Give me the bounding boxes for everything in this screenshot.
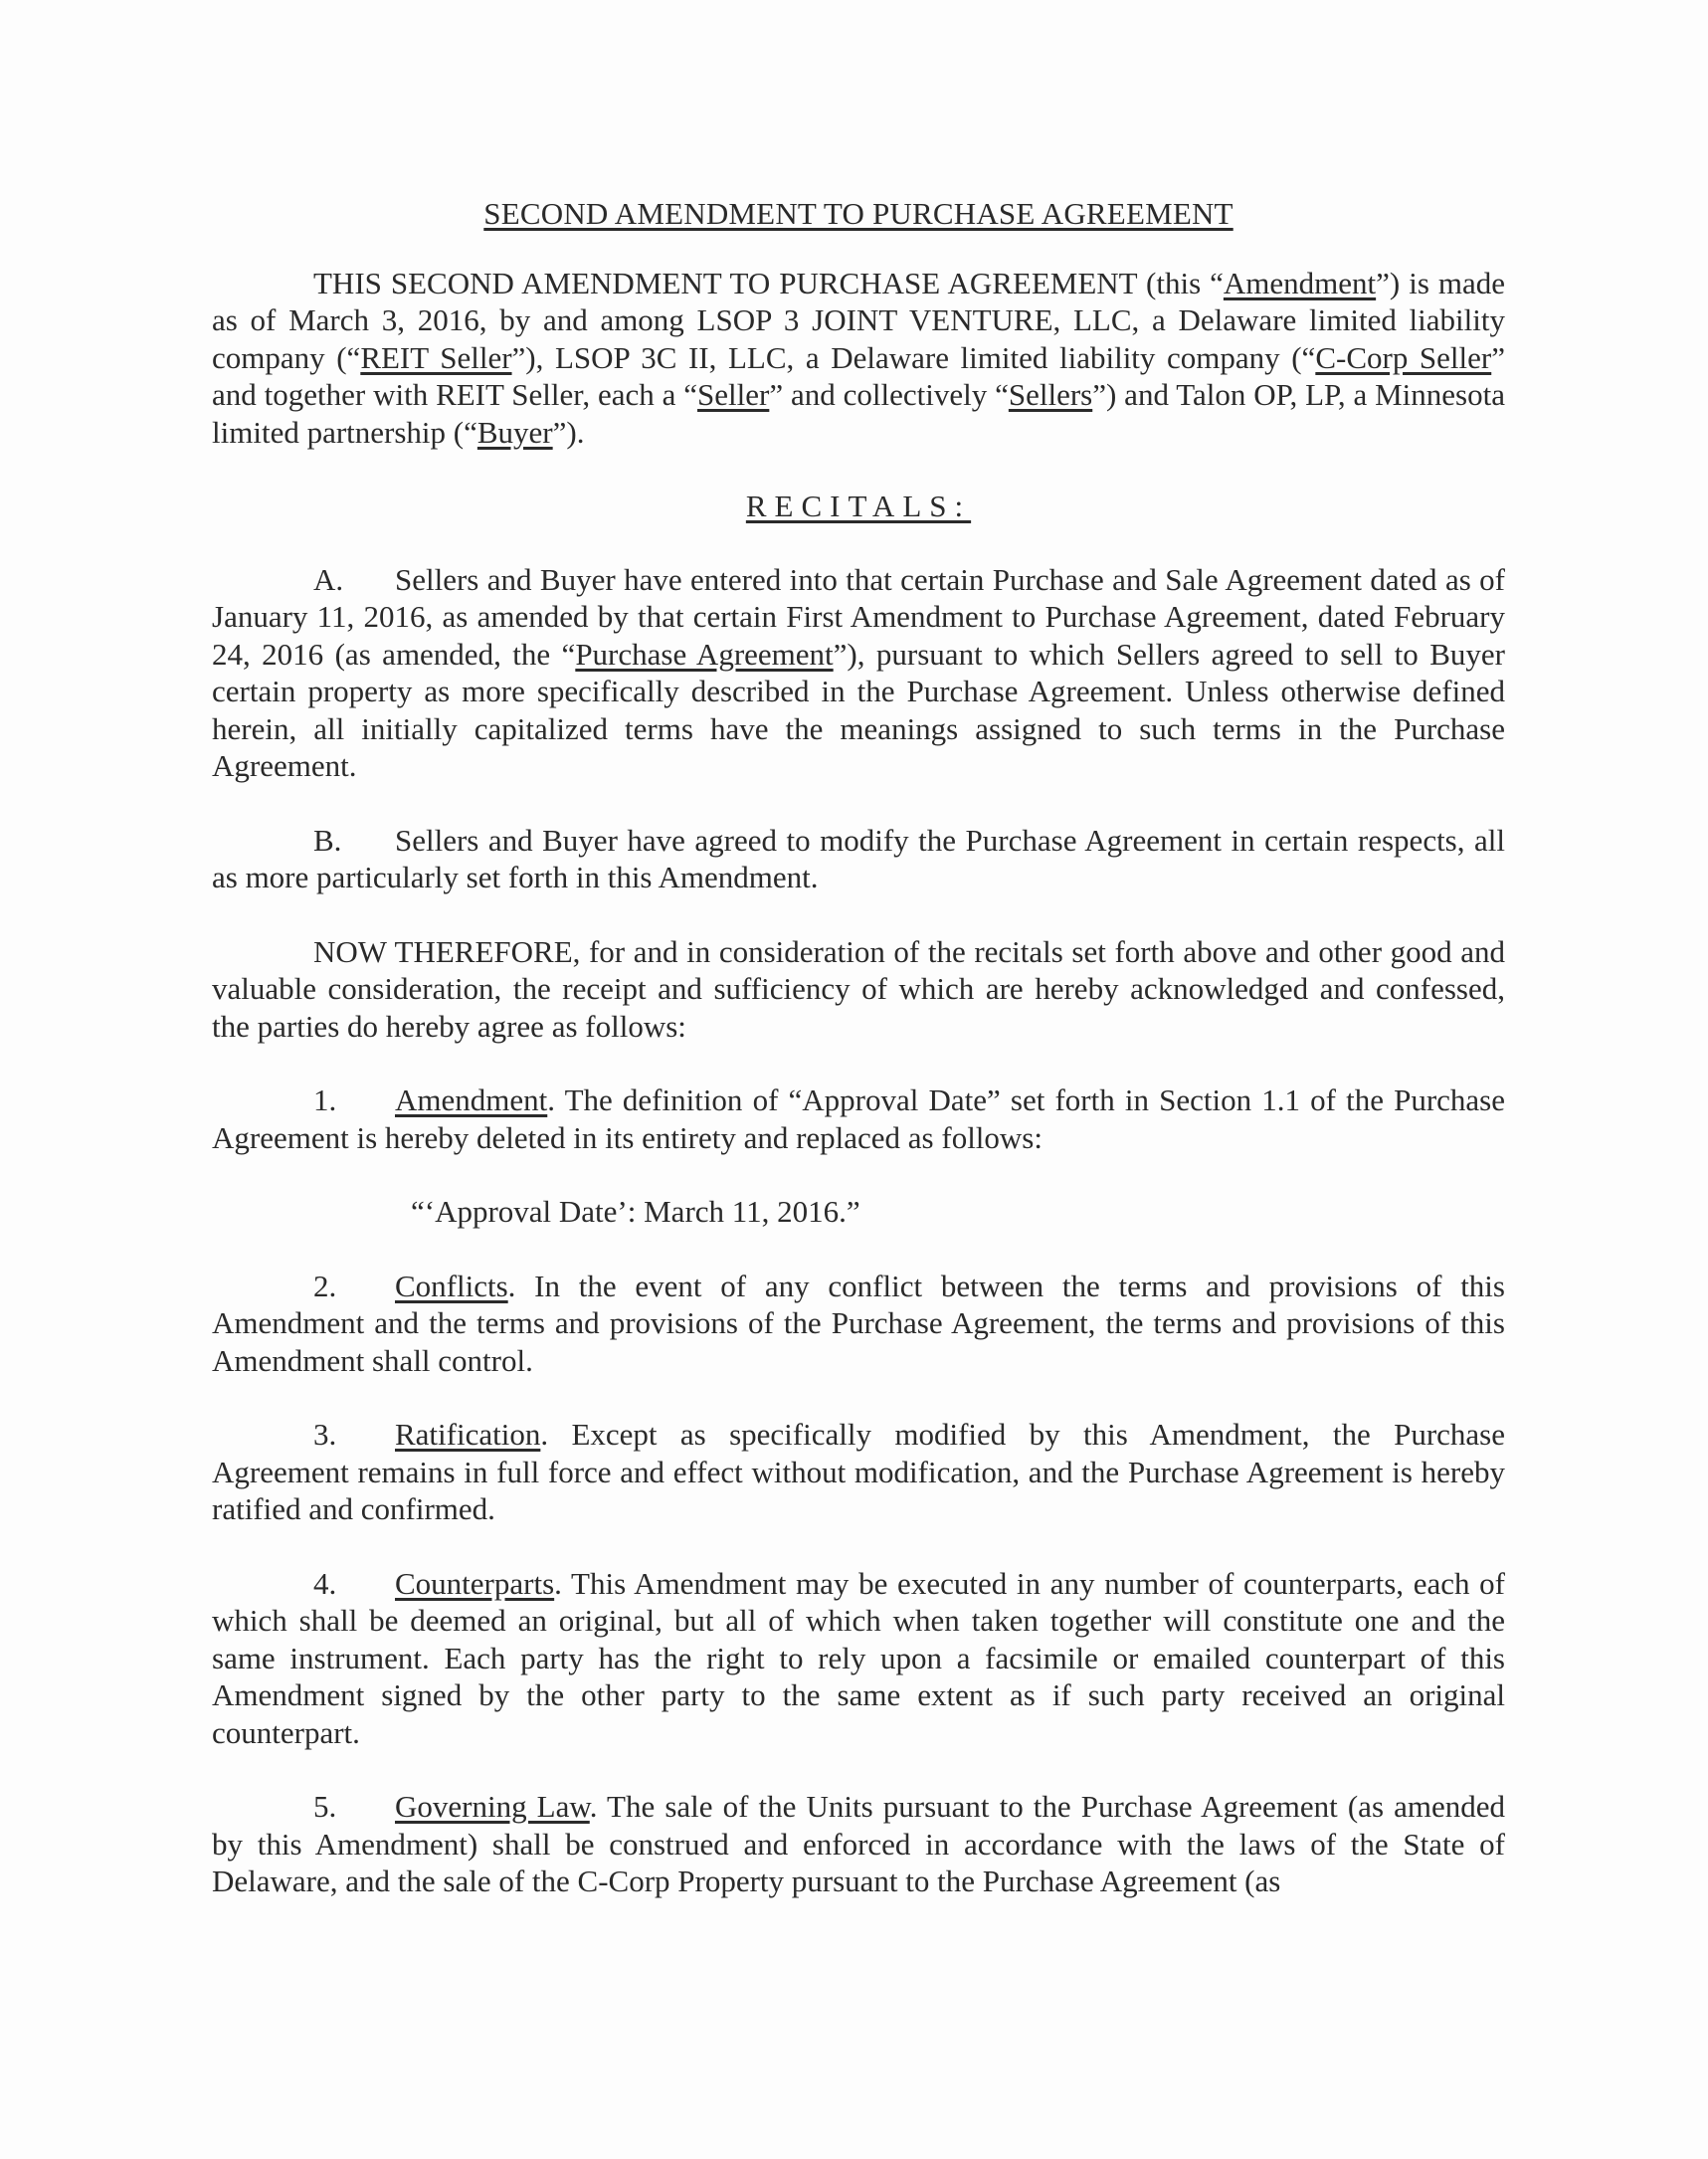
defined-term-seller: Seller	[697, 377, 770, 412]
section-3: 3. Ratification. Except as specifically modified by this Amendment, the Purchase Agreement remains in full force and effect without modification, and the Purchase Agreement is hereby ratified and confirmed.	[212, 1417, 1505, 1526]
recital-b-label: B.	[313, 822, 342, 858]
section-4: 4. Counterparts. This Amendment may be executed in any number of counterparts, each of which shall be deemed an original, but all of which when taken together will constitute one and the same instrument. Each party has the right to rely upon a facsimile or emailed counterpart of this Amendment signed by the other party to the same extent as if such party received an original counterpart.	[212, 1565, 1505, 1750]
section-5: 5. Governing Law. The sale of the Units pursuant to the Purchase Agreement (as amended by this Amendment) shall be construed and enforced in accordance with the laws of the State of Delaware, and the sale of the C-Corp Property pursuant to the Purchase Agreement (as	[212, 1789, 1505, 1898]
section-number: 5.	[313, 1789, 337, 1824]
approval-date-quote: “‘Approval Date’: March 11, 2016.”	[411, 1194, 860, 1229]
section-heading: Amendment	[395, 1082, 548, 1117]
recitals-heading: RECITALS:	[745, 489, 972, 523]
defined-term-sellers: Sellers	[1008, 377, 1093, 412]
recital-b: B. Sellers and Buyer have agreed to modify the Purchase Agreement in certain respects, all as more particularly set forth in this Amendment.	[212, 822, 1505, 894]
section-heading: Governing Law	[395, 1789, 590, 1824]
section-2: 2. Conflicts. In the event of any conflict between the terms and provisions of this Amendment and the terms and provisions of the Purchase Agreement, the terms and provisions of this Amendment shall control.	[212, 1268, 1505, 1378]
recital-a-label: A.	[313, 561, 344, 597]
section-heading: Counterparts	[395, 1565, 555, 1601]
section-heading: Conflicts	[395, 1268, 508, 1303]
now-therefore-paragraph: NOW THEREFORE, for and in consideration of the recitals set forth above and other good and valuable consideration, the receipt and sufficiency of which are hereby acknowledged and confessed, the parties do hereby agree as follows:	[212, 933, 1505, 1044]
section-heading: Ratification	[395, 1417, 541, 1452]
document-title	[212, 195, 1505, 233]
recital-a: A. Sellers and Buyer have entered into that certain Purchase and Sale Agreement dated as of January 11, 2016, as amended by that certain First Amendment to Purchase Agreement, dated February 24, 2016 (as amended, the “Purchase Agreement”), pursuant to which Sellers agreed to sell to Buyer certain property as more specifically described in the Purchase Agreement. Unless otherwise defined herein, all initially capitalized terms have the meanings assigned to such terms in the Purchase Agreement.	[212, 561, 1505, 783]
document-title-text: SECOND AMENDMENT TO PURCHASE AGREEMENT	[483, 196, 1234, 231]
section-number: 1.	[313, 1082, 337, 1117]
section-1: 1. Amendment. The definition of “Approval Date” set forth in Section 1.1 of the Purchase Agreement is hereby deleted in its entirety and replaced as follows:	[212, 1082, 1505, 1155]
defined-term-purchase-agreement: Purchase Agreement	[575, 636, 834, 672]
section-number: 3.	[313, 1417, 337, 1452]
defined-term-amendment: Amendment	[1223, 265, 1377, 300]
section-number: 2.	[313, 1268, 337, 1303]
intro-paragraph: THIS SECOND AMENDMENT TO PURCHASE AGREEMENT (this “Amendment”) is made as of March 3, 2016, by and among LSOP 3 JOINT VENTURE, LLC, a Delaware limited liability company (“REIT Seller”), LSOP 3C II, LLC, a Delaware limited liability company (“C-Corp Seller” and together with REIT Seller, each a “Seller” and collectively “Sellers”) and Talon OP, LP, a Minnesota limited partnership (“Buyer”).	[212, 265, 1505, 450]
defined-term-buyer: Buyer	[476, 414, 553, 450]
section-number: 4.	[313, 1565, 337, 1601]
defined-term-c-corp-seller: C-Corp Seller	[1315, 339, 1492, 375]
defined-term-reit-seller: REIT Seller	[360, 339, 512, 375]
document-body	[212, 195, 1505, 1937]
